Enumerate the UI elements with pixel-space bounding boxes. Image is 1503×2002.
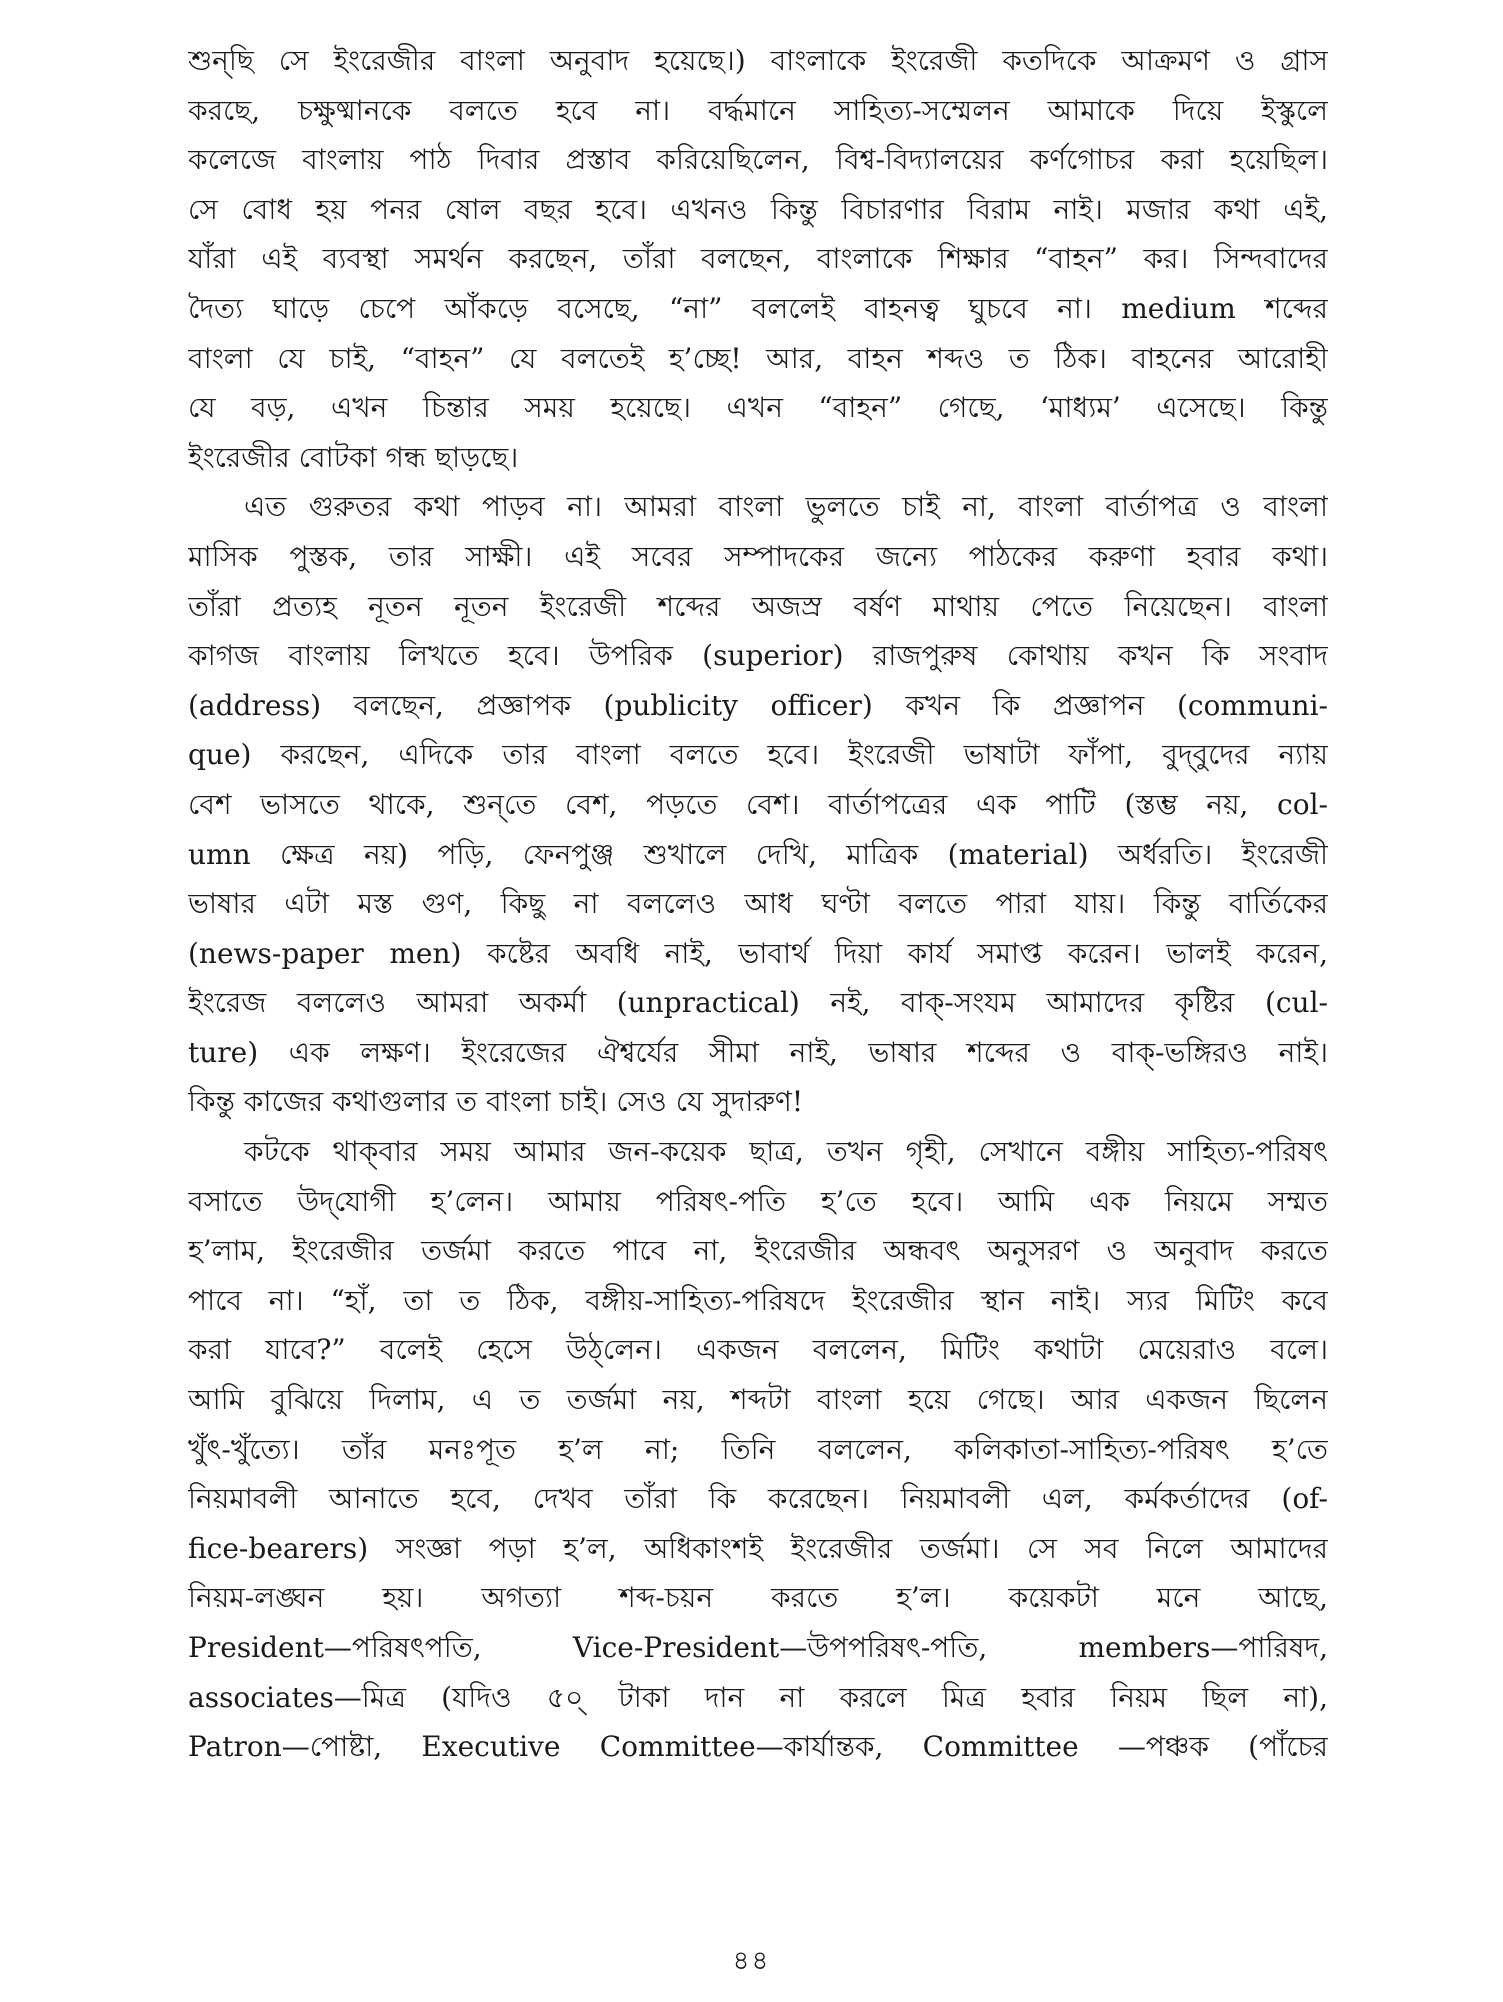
text-line: (news-paper men) কষ্টের অবধি নাই, ভাবার্থ দিয়া কার্য সমাপ্ত করেন। ভালই করেন, [188, 936, 1328, 970]
text-line: fice-bearers) সংজ্ঞা পড়া হ’ল, অধিকাংশই ইংরেজীর তর্জমা। সে সব নিলে আমাদের [188, 1531, 1328, 1565]
text-line: ইংরেজীর বোটকা গন্ধ ছাড়ছে। [188, 440, 519, 474]
text-line: (address) বলছেন, প্রজ্ঞাপক (publicity officer) কখন কি প্রজ্ঞাপন (communi- [188, 688, 1328, 722]
page-number: ৪৪ [732, 1946, 771, 1976]
text-line: President—পরিষৎপতি, Vice-President—উপপরিষৎ-পতি, members—পারিষদ, [188, 1631, 1328, 1664]
text-line: সে বোধ হয় পনর ষোল বছর হবে। এখনও কিন্তু বিচারণার বিরাম নাই। মজার কথা এই, [188, 192, 1328, 226]
text-line: খুঁৎ-খুঁত্যে। তাঁর মনঃপূত হ’ল না; তিনি বললেন, কলিকাতা-সাহিত্য-পরিষৎ হ’তে [188, 1432, 1328, 1466]
text-line: বসাতে উদ্‌যোগী হ’লেন। আমায় পরিষৎ-পতি হ’তে হবে। আমি এক নিয়মে সম্মত [188, 1184, 1328, 1218]
text-line: বাংলা যে চাই, “বাহন” যে বলতেই হ’চ্ছে! আর, বাহন শব্দও ত ঠিক। বাহনের আরোহী [188, 341, 1328, 375]
text-line: তাঁরা প্রত্যহ নূতন নূতন ইংরেজী শব্দের অজস্র বর্ষণ মাথায় পেতে নিয়েছেন। বাংলা [188, 589, 1328, 623]
document-page [188, 36, 1328, 1772]
text-line: করছে, চক্ষুষ্মানকে বলতে হবে না। বর্দ্ধমানে সাহিত্য-সম্মেলন আমাকে দিয়ে ইস্কুলে [188, 93, 1328, 127]
text-line: নিয়ম-লঙ্ঘন হয়। অগত্যা শব্দ-চয়ন করতে হ’ল। কয়েকটা মনে আছে, [188, 1581, 1328, 1615]
text-line: কিন্তু কাজের কথাগুলার ত বাংলা চাই। সেও যে সুদারুণ! [188, 1085, 804, 1119]
text-line: যে বড়, এখন চিন্তার সময় হয়েছে। এখন “বাহন” গেছে, ‘মাধ্যম’ এসেছে। কিন্তু [188, 391, 1328, 425]
text-line: Patron—পোষ্টা, Executive Committee—কার্যান্তক, Committee —পঞ্চক (পাঁচের [188, 1730, 1328, 1764]
text-line: ভাষার এটা মস্ত গুণ, কিছু না বললেও আধ ঘণ্টা বলতে পারা যায়। কিন্তু বার্তিকের [188, 887, 1328, 921]
paragraph [188, 482, 1328, 1127]
text-line: দৈত্য ঘাড়ে চেপে আঁকড়ে বসেছে, “না” বললেই বাহনত্ব ঘুচবে না। medium শব্দের [188, 291, 1328, 325]
text-line: শুন্‌ছি সে ইংরেজীর বাংলা অনুবাদ হয়েছে।) বাংলাকে ইংরেজী কতদিকে আক্রমণ ও গ্রাস [188, 44, 1328, 77]
text-line: umn ক্ষেত্র নয়) পড়ি, ফেনপুঞ্জ শুখালে দেখি, মাত্রিক (material) অর্ধরতি। ইংরেজী [188, 837, 1328, 871]
text-line: কলেজে বাংলায় পাঠ দিবার প্রস্তাব করিয়েছিলেন, বিশ্ব-বিদ্যালয়ের কর্ণগোচর করা হয়েছিল। [188, 143, 1328, 177]
text-body [188, 36, 1328, 1772]
paragraph [188, 1127, 1328, 1772]
paragraph [188, 36, 1328, 482]
text-line: ইংরেজ বললেও আমরা অকর্মা (unpractical) নই, বাক্‌-সংযম আমাদের কৃষ্টির (cul- [188, 986, 1328, 1020]
text-line: যাঁরা এই ব্যবস্থা সমর্থন করছেন, তাঁরা বলছেন, বাংলাকে শিক্ষার “বাহন” কর। সিন্দবাদের [188, 242, 1328, 276]
text-line: মাসিক পুস্তক, তার সাক্ষী। এই সবের সম্পাদকের জন্যে পাঠকের করুণা হবার কথা। [188, 539, 1328, 573]
text-line: associates—মিত্র (যদিও ৫০্ টাকা দান না করলে মিত্র হবার নিয়ম ছিল না), [188, 1680, 1328, 1714]
text-line: কাগজ বাংলায় লিখতে হবে। উপরিক (superior) রাজপুরুষ কোথায় কখন কি সংবাদ [188, 639, 1328, 673]
text-line: বেশ ভাসতে থাকে, শুন্‌তে বেশ, পড়তে বেশ। বার্তাপত্রের এক পাটি (স্তম্ভ নয়, col- [188, 787, 1328, 821]
text-line: que) করছেন, এদিকে তার বাংলা বলতে হবে। ইংরেজী ভাষাটা ফাঁপা, বুদ্‌বুদের ন্যায় [188, 738, 1328, 772]
text-line: এত গুরুতর কথা পাড়ব না। আমরা বাংলা ভুলতে চাই না, বাংলা বার্তাপত্র ও বাংলা [244, 490, 1328, 524]
text-line: পাবে না। “হাঁ, তা ত ঠিক, বঙ্গীয়-সাহিত্য-পরিষদে ইংরেজীর স্থান নাই। স্যর মিটিং কবে [188, 1283, 1328, 1317]
text-line: হ’লাম, ইংরেজীর তর্জমা করতে পাবে না, ইংরেজীর অন্ধবৎ অনুসরণ ও অনুবাদ করতে [188, 1234, 1328, 1268]
text-line: কটকে থাক্‌বার সময় আমার জন-কয়েক ছাত্র, তখন গৃহী, সেখানে বঙ্গীয় সাহিত্য-পরিষৎ [244, 1135, 1328, 1169]
text-line: ture) এক লক্ষণ। ইংরেজের ঐশ্বর্যের সীমা নাই, ভাষার শব্দের ও বাক্‌-ভঙ্গিরও নাই। [188, 1035, 1328, 1069]
text-line: আমি বুঝিয়ে দিলাম, এ ত তর্জমা নয়, শব্দটা বাংলা হয়ে গেছে। আর একজন ছিলেন [188, 1383, 1328, 1417]
text-line: নিয়মাবলী আনাতে হবে, দেখব তাঁরা কি করেছেন। নিয়মাবলী এল, কর্মকর্তাদের (of- [188, 1482, 1328, 1516]
text-line: করা যাবে?” বলেই হেসে উঠ্‌লেন। একজন বললেন, মিটিং কথাটা মেয়েরাও বলে। [188, 1333, 1328, 1367]
